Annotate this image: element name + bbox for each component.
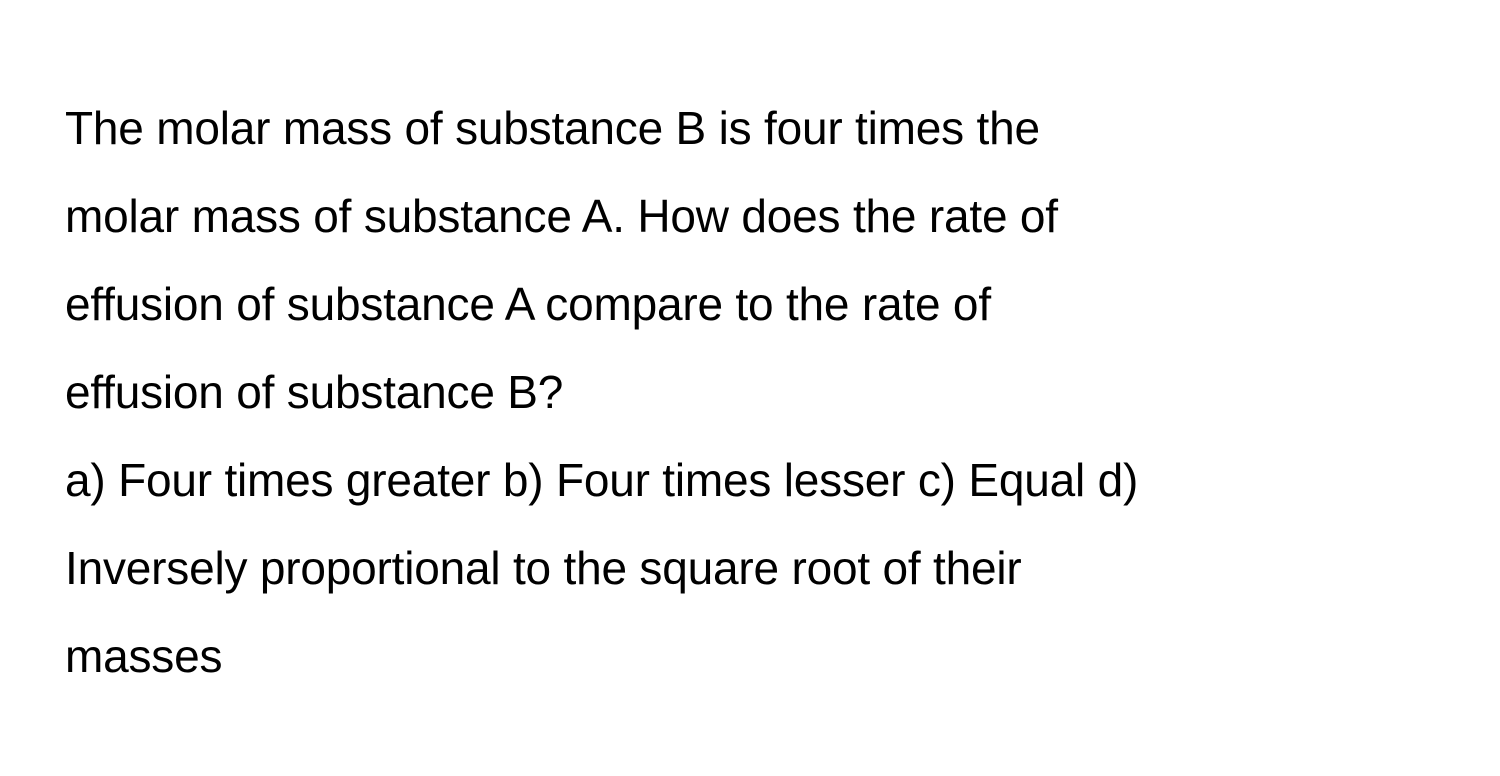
question-card xyxy=(65,84,1465,700)
question-stem: The molar mass of substance B is four times the molar mass of substance A. How does the rate of effusion of substance A compare to the rate of effusion of substance B? xyxy=(65,102,1058,418)
answer-options: a) Four times greater b) Four times lesser c) Equal d) Inversely proportional to the square root of their masses xyxy=(65,454,1139,682)
